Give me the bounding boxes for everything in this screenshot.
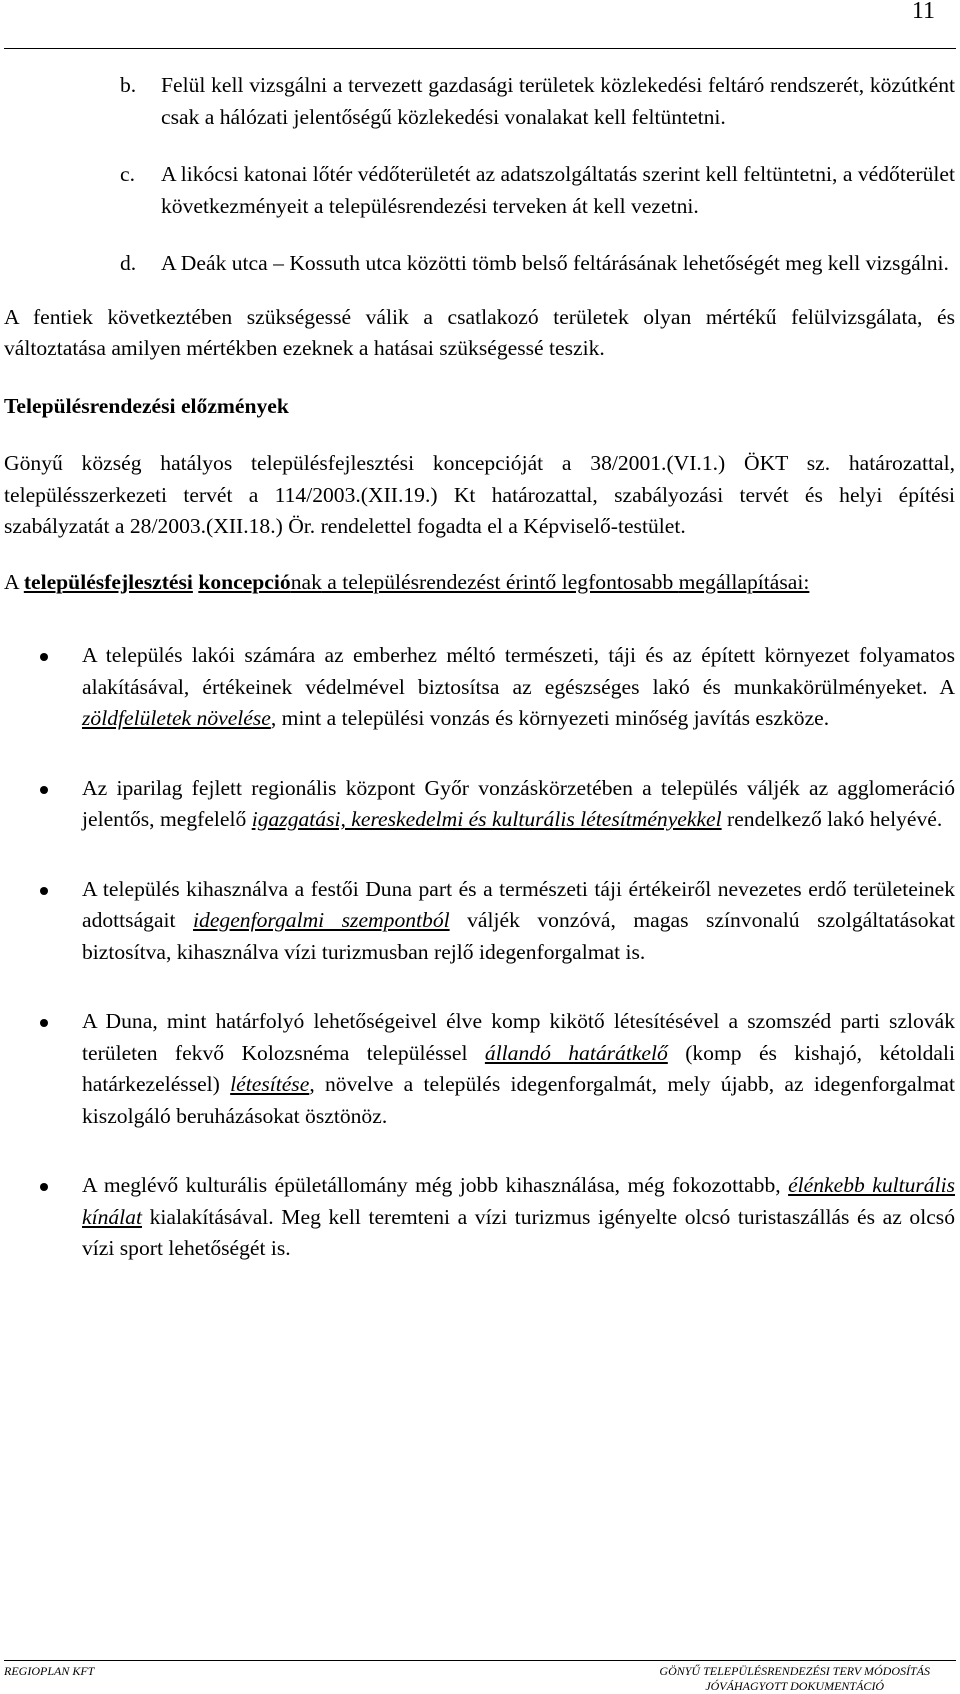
intro-text: megállapításai: xyxy=(678,569,810,594)
page-number: 11 xyxy=(911,0,935,24)
bullet-item xyxy=(4,874,955,969)
bullet-text: A település lakói számára az emberhez méltó természeti, táji és az épített környezet folyamatos alakításával, értékeinek védelmével biztosítsa az egészséges lakó és munkakörülményeket. A xyxy=(82,643,955,699)
bullet-icon xyxy=(40,653,48,661)
footer-rule xyxy=(4,1660,956,1661)
bullet-text: , mint a települési vonzás és környezeti minőség javítás eszköze. xyxy=(270,706,830,730)
list-item xyxy=(4,159,955,222)
bullet-icon xyxy=(40,786,48,794)
bullet-emphasis: zöldfelületek növelése xyxy=(82,706,271,730)
page-content xyxy=(4,70,955,1265)
footer-title-line: JÓVÁHAGYOTT DOKUMENTÁCIÓ xyxy=(705,1679,885,1693)
bullet-text: A település kihasználva a festői Duna part és a természeti táji értékeiről nevezetes erdő területeinek adottságait xyxy=(82,876,955,932)
bullet-item xyxy=(4,640,955,735)
bullet-text: kialakításával. Meg kell teremteni a vízi turizmus igényelte olcsó turistaszállás és az olcsó vízi sport lehetőségét is. xyxy=(82,1204,955,1260)
bullet-text: rendelkező lakó helyévé. xyxy=(721,807,943,831)
history-paragraph: Gönyű község hatályos településfejlesztési koncepcióját a 38/2001.(VI.1.) ÖKT sz. határozattal, településszerkezeti tervét a 114/2003.(XII.19.) Kt határozattal, szabályozási tervét és helyi építési szabályzatát a 28/2003.(XII.18.) Ör. rendelettel fogadta el a Képviselő-testület. xyxy=(4,451,955,538)
consequence-paragraph: A fentiek következtében szükségessé válik a csatlakozó területek olyan mértékű felülvizsgálata, és változtatása amilyen mértékben ezeknek a hatásai szükségessé teszik. xyxy=(4,304,955,360)
intro-text: A xyxy=(4,569,24,594)
list-text: A Deák utca – Kossuth utca közötti tömb belső feltárásának lehetőségét meg kell vizsgálni. xyxy=(161,251,949,275)
footer-document-title xyxy=(659,1664,930,1694)
list-text: Felül kell vizsgálni a tervezett gazdasági területek közlekedési feltáró rendszerét, közútként csak a hálózati jelentőségű közlekedési vonalakat kell feltüntetni. xyxy=(161,73,955,129)
bullet-emphasis: állandó határátkelő xyxy=(484,1040,668,1065)
bullet-text: Az iparilag fejlett regionális központ Győr vonzáskörzetében a település váljék az agglomeráció jelentős, megfelelő xyxy=(82,775,955,831)
bullet-text: váljék vonzóvá, magas színvonalú szolgáltatásokat biztosítva, kihasználva vízi turizmusban rejlő idegenforgalmat is. xyxy=(82,908,955,964)
bullet-item xyxy=(4,1170,955,1265)
section-heading: Településrendezési előzmények xyxy=(4,393,289,418)
bullet-icon xyxy=(40,887,48,895)
bullet-item xyxy=(4,773,955,836)
bullet-icon xyxy=(40,1183,48,1191)
footer-title-line: GÖNYŰ TELEPÜLÉSRENDEZÉSI TERV MÓDOSÍTÁS xyxy=(659,1664,930,1678)
list-text: A likócsi katonai lőtér védőterületét az adatszolgáltatás szerint kell feltüntetni, a védőterület következményeit a településrendezési terveken át kell vezetni. xyxy=(161,162,955,218)
bullet-text: A Duna, mint határfolyó lehetőségeivel élve komp kikötő létesítésével a szomszéd parti szlovák területen fekvő Kolozsnéma településsel xyxy=(82,1009,955,1065)
intro-paragraph xyxy=(4,567,955,599)
bullet-item xyxy=(4,1006,955,1132)
bullet-emphasis: idegenforgalmi szempontból xyxy=(193,908,450,932)
footer-company: REGIOPLAN KFT xyxy=(4,1664,95,1678)
bullet-text: , növelve a település idegenforgalmát, mely újabb, az idegenforgalmat kiszolgáló beruházásokat ösztönöz. xyxy=(82,1072,955,1128)
intro-text: nak xyxy=(290,569,322,594)
bullet-icon xyxy=(40,1019,48,1027)
list-letter: b. xyxy=(120,73,137,97)
list-item xyxy=(4,248,955,280)
list-letter: c. xyxy=(120,162,135,186)
intro-text: a településrendezést érintő legfontosabb xyxy=(321,569,679,594)
bullet-text: (komp és kishajó, kétoldali határkezeléssel) xyxy=(82,1040,956,1096)
bullet-text: A meglévő kulturális épületállomány még jobb kihasználása, még fokozottabb, xyxy=(82,1173,789,1197)
findings-list xyxy=(4,640,955,1265)
bullet-emphasis: igazgatási, kereskedelmi és kulturális létesítményekkel xyxy=(251,807,722,831)
bullet-emphasis: létesítése xyxy=(230,1072,310,1096)
intro-bold-term: koncepció xyxy=(198,569,291,594)
intro-bold-term: településfejlesztési xyxy=(23,569,193,594)
bullet-emphasis: élénkebb kulturális kínálat xyxy=(82,1173,956,1229)
list-item xyxy=(4,70,955,133)
header-rule xyxy=(4,48,956,49)
list-letter: d. xyxy=(120,251,137,275)
